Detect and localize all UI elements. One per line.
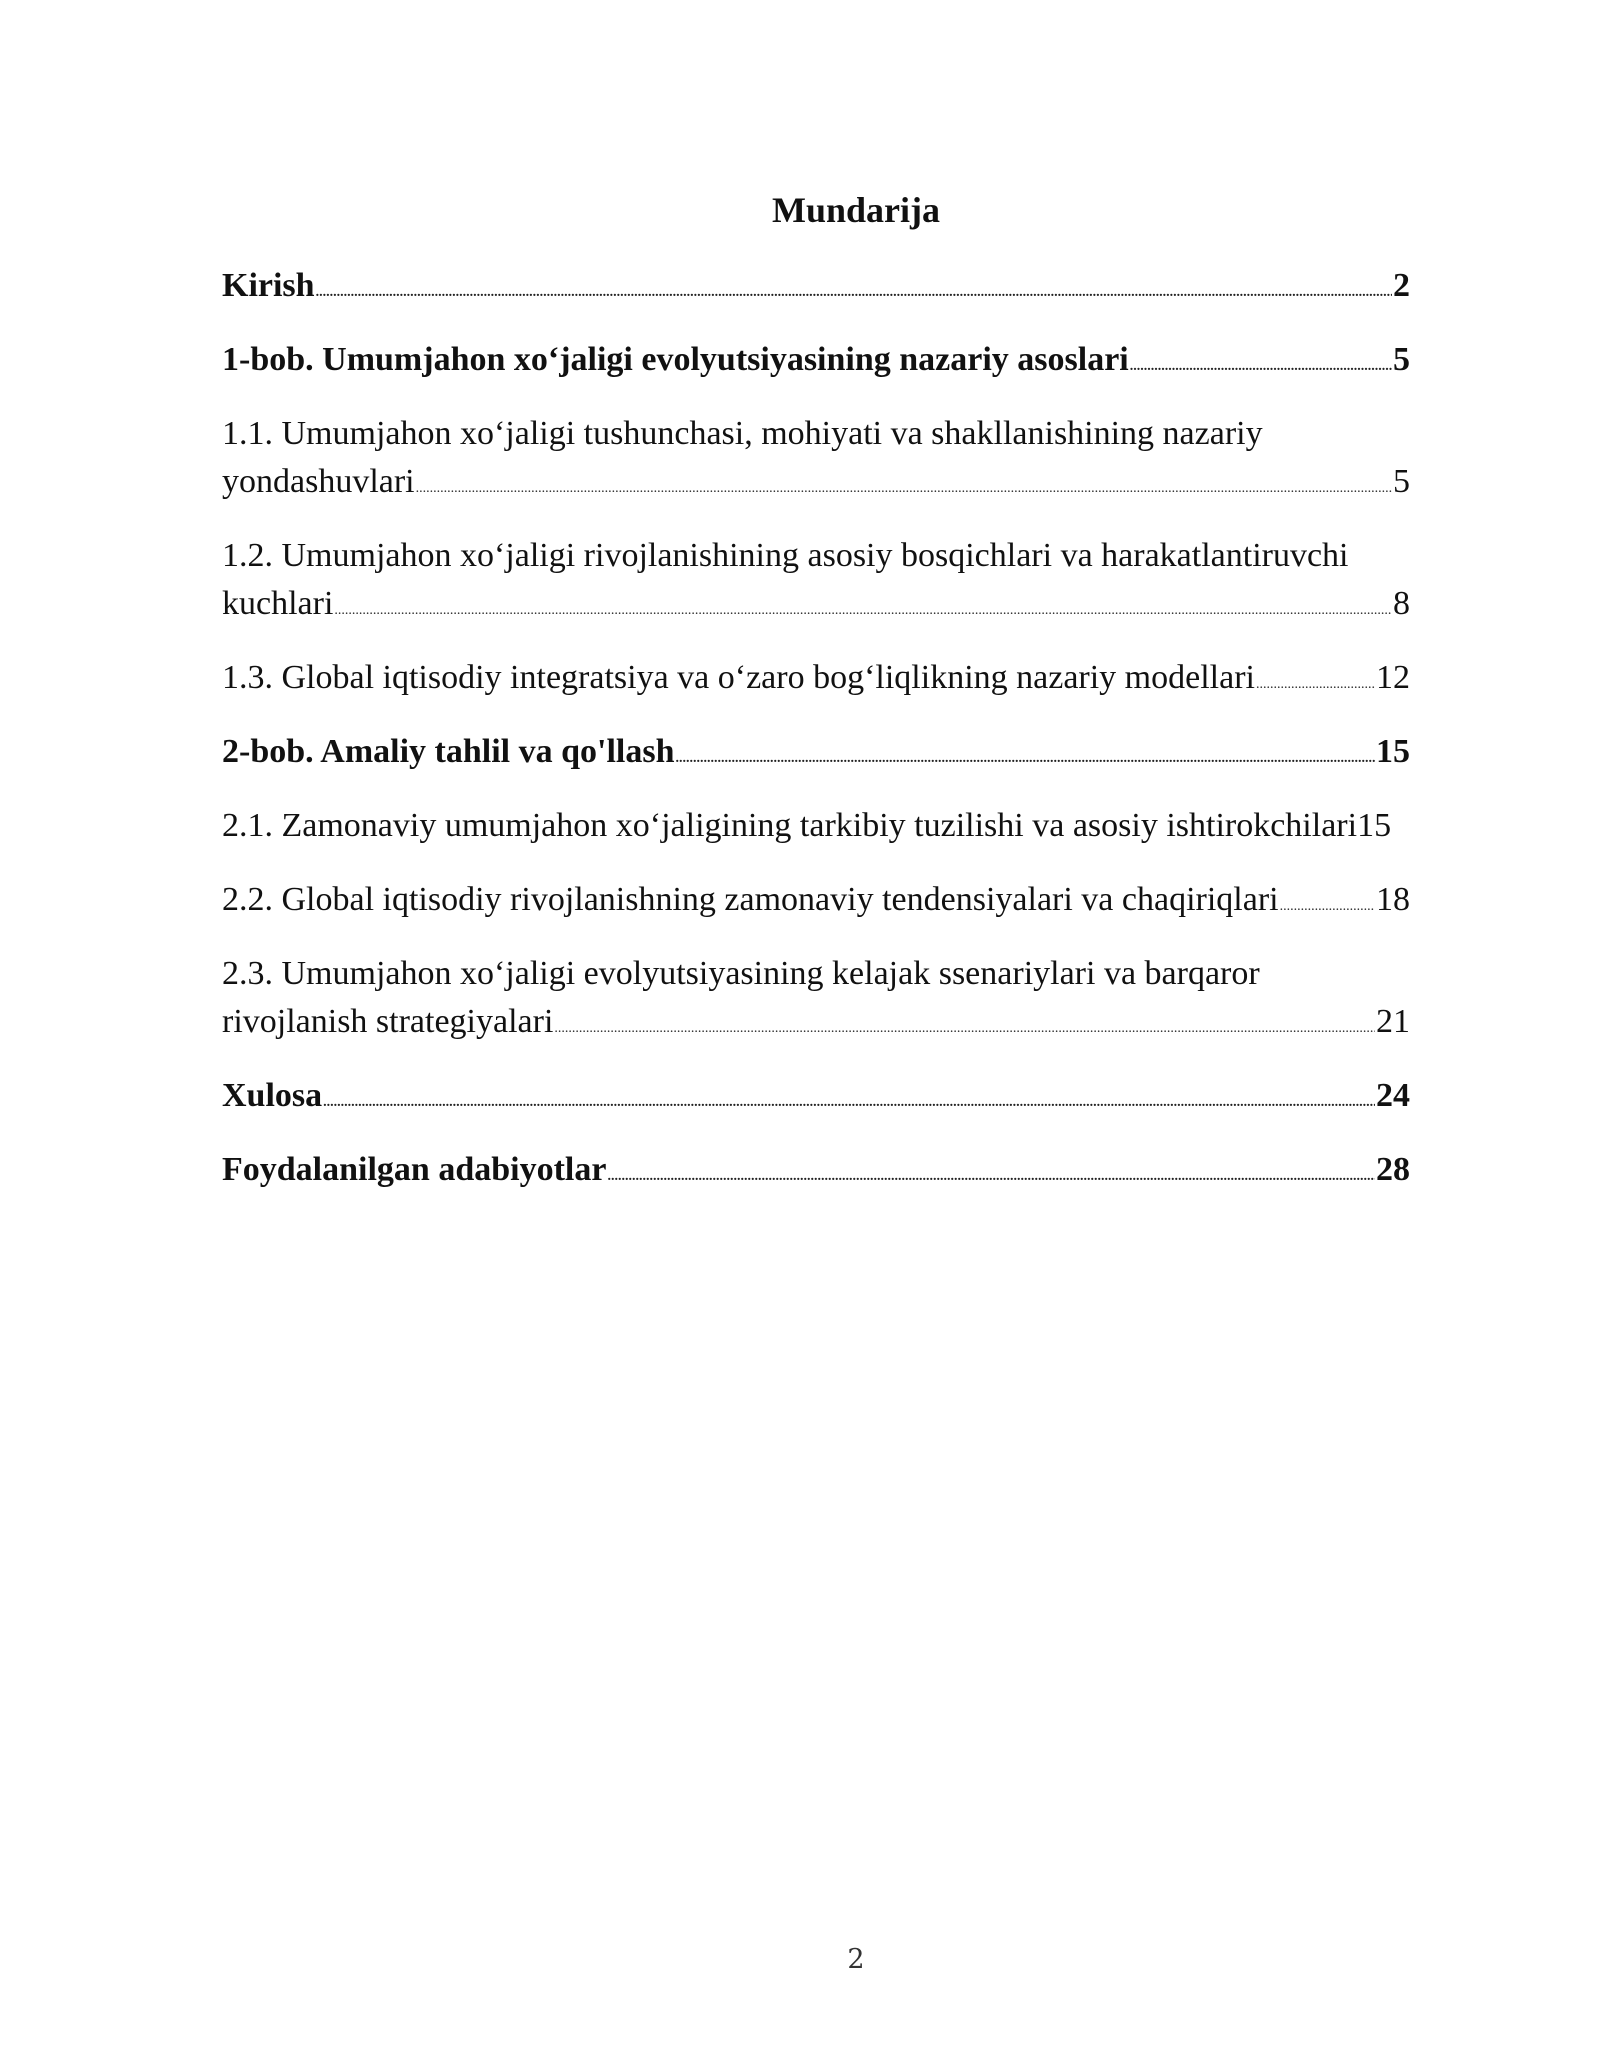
toc-entry-first-line: 2.3. Umumjahon xo‘jaligi evolyutsiyasining kelajak ssenariylari va barqaror [222, 955, 1260, 992]
dot-leader [323, 1096, 1375, 1110]
dot-leader [554, 1022, 1375, 1036]
toc-entry-label: 2.2. Global iqtisodiy rivojlanishning zamonaviy tendensiyalari va chaqiriqlari [222, 881, 1279, 918]
toc-entry-label: 2.1. Zamonaviy umumjahon xo‘jaligining tarkibiy tuzilishi va asosiy ishtirokchilari [222, 807, 1358, 844]
toc-entry-page: 24 [1376, 1077, 1410, 1114]
toc-entry-page: 15 [1357, 807, 1392, 844]
toc-entry-section-1-1[interactable] [222, 410, 1410, 506]
toc-entry-section-1-2[interactable] [222, 532, 1410, 628]
toc-entry-label: 2-bob. Amaliy tahlil va qo'llash [222, 733, 675, 770]
toc-entry-page: 21 [1376, 1003, 1410, 1040]
toc-entry-label: Kirish [222, 267, 315, 304]
toc-entry-section-1-3[interactable] [222, 654, 1410, 702]
toc-entry-chapter-1[interactable] [222, 336, 1410, 384]
toc-entry-section-2-3[interactable] [222, 950, 1410, 1046]
toc-entry-label: Foydalanilgan adabiyotlar [222, 1151, 607, 1188]
toc-title [0, 188, 1600, 232]
toc-entry-first-line: 1.1. Umumjahon xo‘jaligi tushunchasi, mohiyati va shakllanishining nazariy [222, 415, 1263, 452]
toc-entry-label: kuchlari [222, 585, 334, 622]
toc-title-text: Mundarija [771, 190, 940, 230]
dot-leader [1130, 360, 1392, 374]
toc-entry-section-2-2[interactable] [222, 876, 1410, 924]
toc-entry-introduction[interactable] [222, 262, 1410, 310]
page-number: 2 [847, 1944, 865, 1975]
dot-leader [607, 1170, 1375, 1184]
toc-entry-section-2-1[interactable] [222, 802, 1410, 850]
toc-entry-label: 1-bob. Umumjahon xo‘jaligi evolyutsiyasining nazariy asoslari [222, 341, 1129, 378]
dot-leader [1256, 678, 1375, 692]
toc-entry-page: 15 [1376, 733, 1410, 770]
dot-leader [316, 286, 1392, 300]
toc-entry-label: rivojlanish strategiyalari [222, 1003, 554, 1040]
table-of-contents [222, 262, 1410, 1220]
toc-entry-page: 5 [1393, 463, 1410, 500]
toc-entry-label: Xulosa [222, 1077, 323, 1114]
toc-entry-references[interactable] [222, 1146, 1410, 1194]
toc-entry-first-line: 1.2. Umumjahon xo‘jaligi rivojlanishining asosiy bosqichlari va harakatlantiruvchi [222, 537, 1349, 574]
toc-entry-page: 8 [1393, 585, 1410, 622]
toc-entry-chapter-2[interactable] [222, 728, 1410, 776]
toc-entry-page: 18 [1376, 881, 1410, 918]
toc-entry-page: 28 [1376, 1151, 1410, 1188]
toc-entry-page: 12 [1376, 659, 1410, 696]
dot-leader [1280, 900, 1375, 914]
dot-leader [676, 752, 1376, 766]
toc-entry-label: 1.3. Global iqtisodiy integratsiya va o‘zaro bog‘liqlikning nazariy modellari [222, 659, 1255, 696]
dot-leader [416, 482, 1392, 496]
dot-leader [334, 604, 1392, 618]
toc-entry-conclusion[interactable] [222, 1072, 1410, 1120]
toc-entry-page: 2 [1393, 267, 1410, 304]
toc-entry-page: 5 [1393, 341, 1410, 378]
toc-entry-label: yondashuvlari [222, 463, 415, 500]
